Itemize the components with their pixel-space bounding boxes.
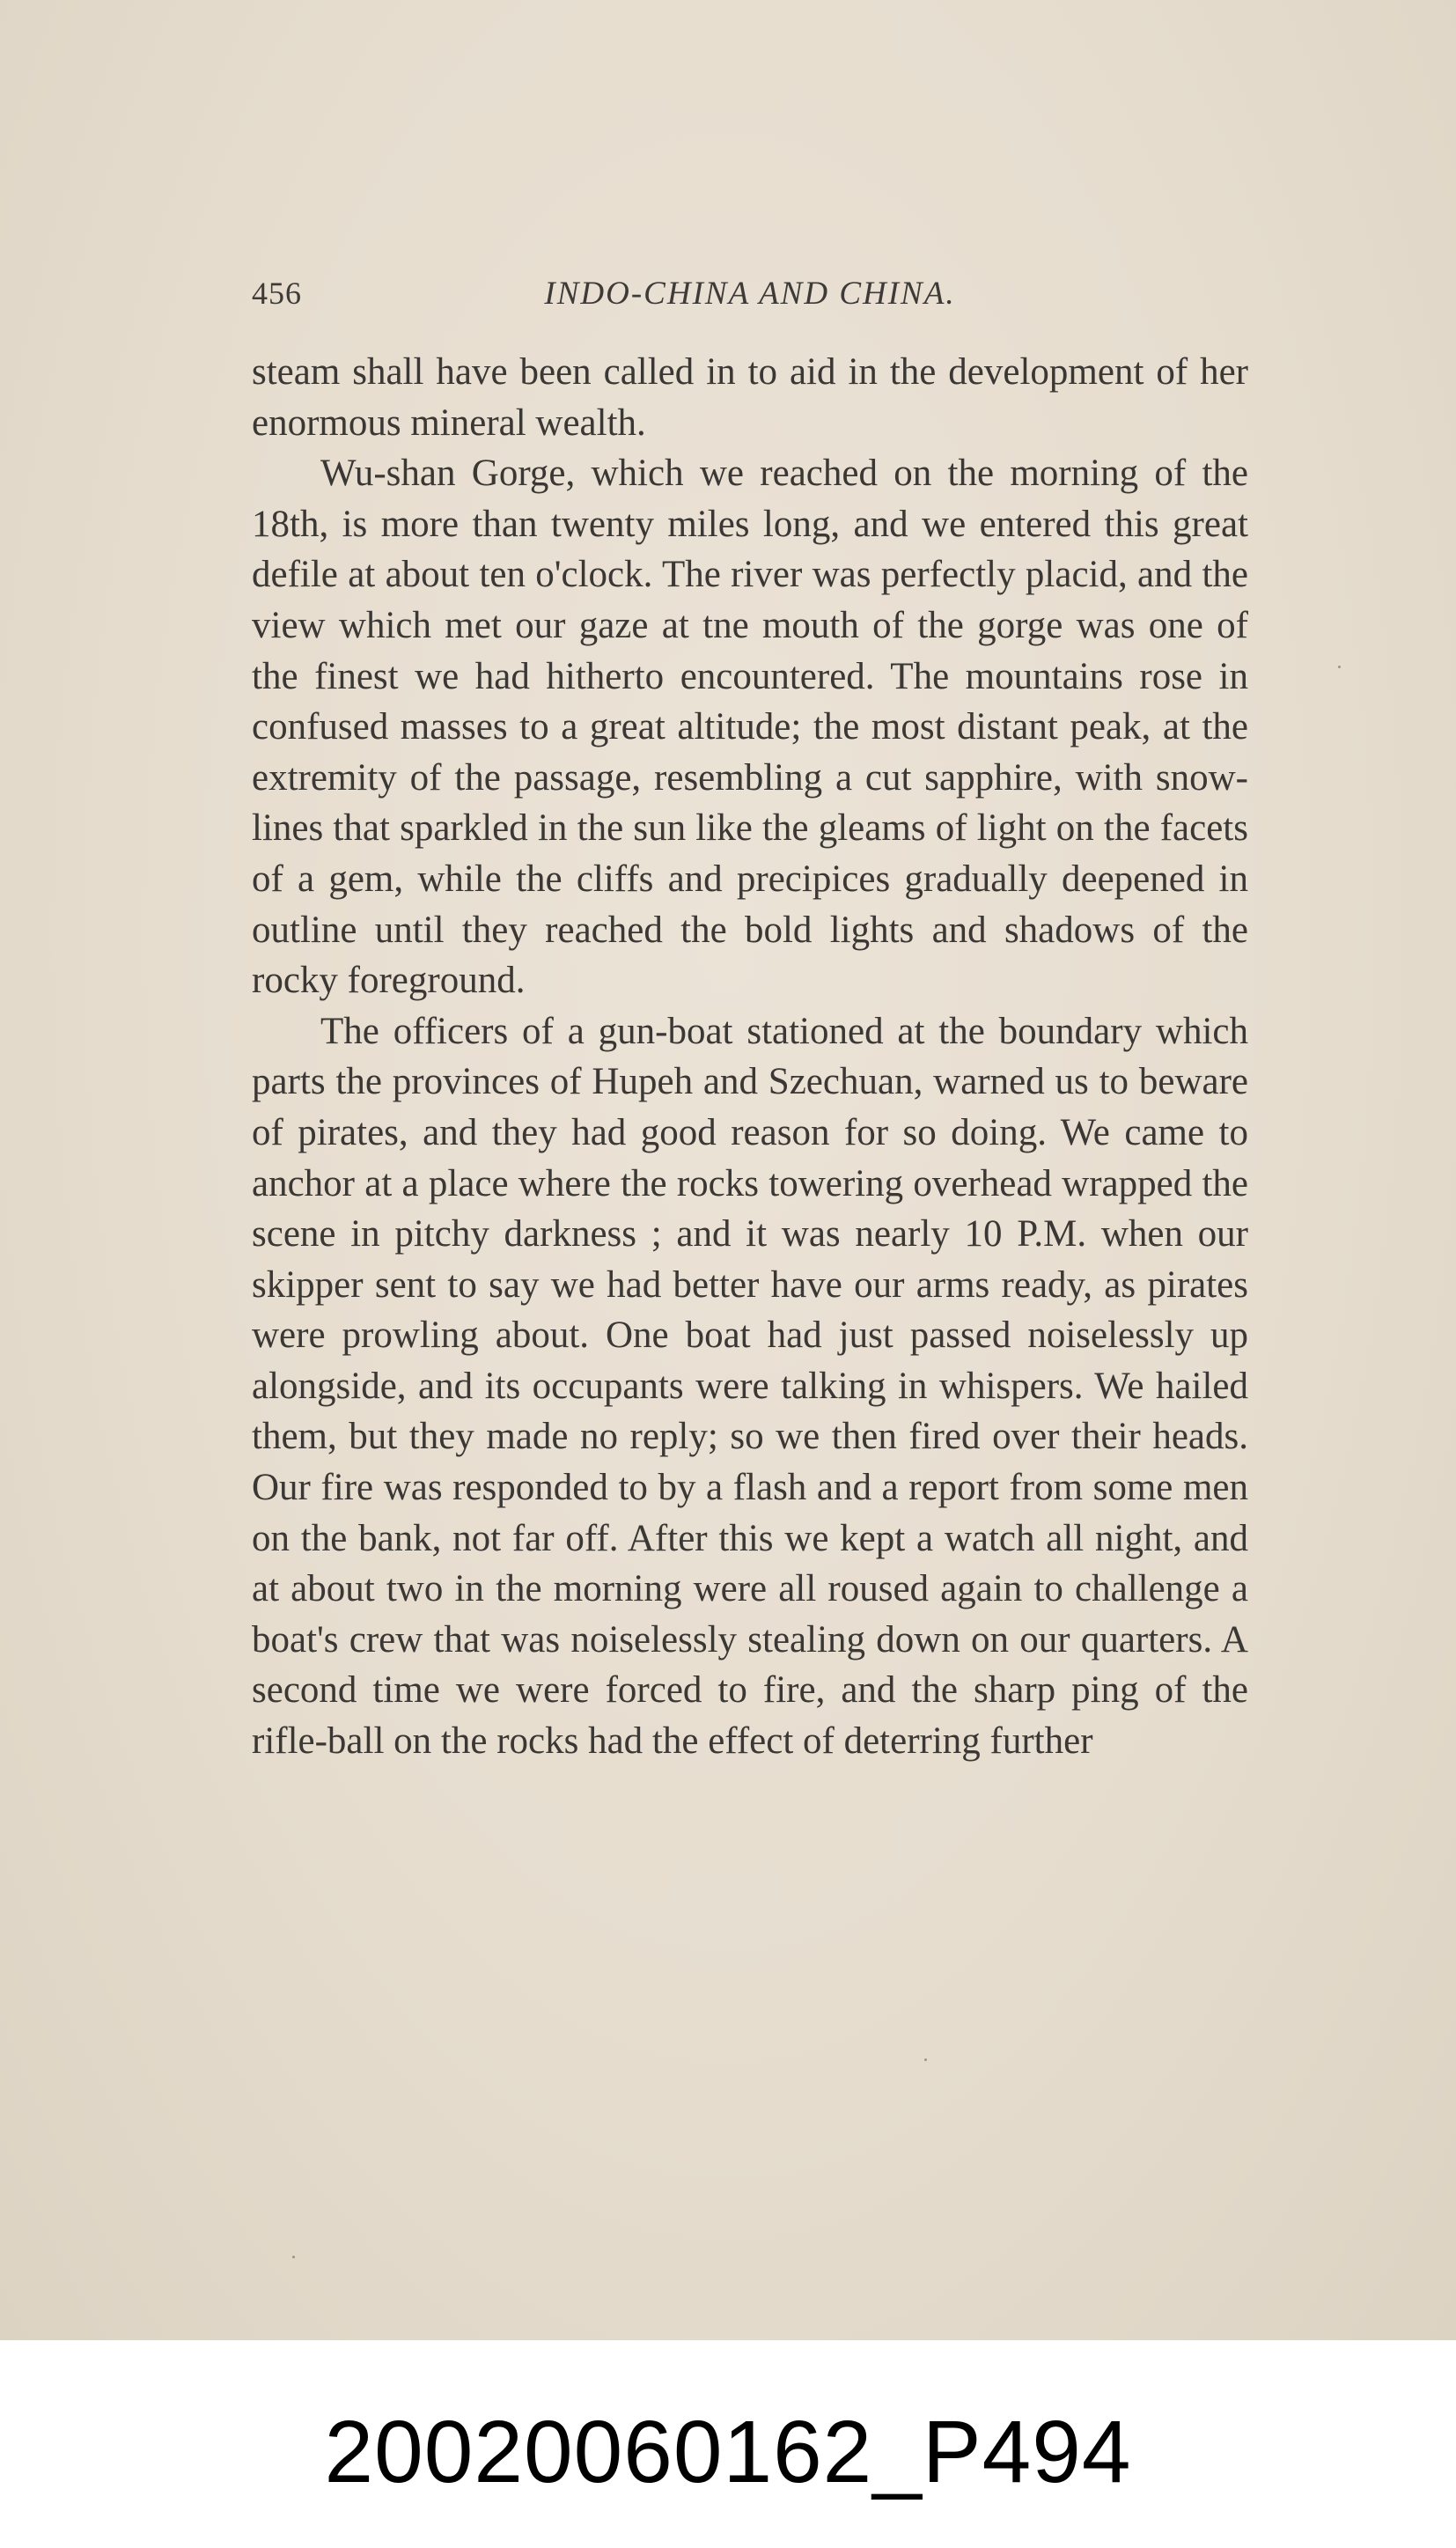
paper-speck [1338, 666, 1341, 668]
archive-label-strip [0, 2340, 1456, 2548]
page-number: 456 [252, 276, 302, 311]
paper-speck [292, 2256, 295, 2258]
paragraph: steam shall have been called in to aid in the development of her enormous mineral wealth. [252, 351, 1248, 444]
page-header [252, 269, 1248, 319]
paper-speck [924, 2058, 927, 2061]
paragraph: The officers of a gun-boat stationed at the boundary which parts the provinces of Hupeh and Szechuan, warned us to beware of pirates, and they had good reason for so doing. We came to anchor at a place where the rocks towering overhead wrapped the scene in pitchy darkness ; and it was nearly 10 P.M. when our skipper sent to say we had better have our arms ready, as pirates were prowling about. One boat had just passed noiselessly up alongside, and its occupants were talking in whispers. We hailed them, but they made no reply; so we then fired over their heads. Our fire was responded to by a flash and a report from some men on the bank, not far off. After this we kept a watch all night, and at about two in the morning were all roused again to challenge a boat's crew that was noiselessly stealing down on our quarters. A second time we were forced to fire, and the sharp ping of the rifle-ball on the rocks had the effect of deterring further [252, 1010, 1248, 1763]
running-head: INDO-CHINA AND CHINA. [544, 276, 956, 312]
paragraph: Wu-shan Gorge, which we reached on the morning of the 18th, is more than twenty miles long, and we entered this great defile at about ten o'clock. The river was perfectly placid, and the view which met our gaze at tne mouth of the gorge was one of the finest we had hitherto encountered. The mountains rose in confused masses to a great altitude; the most distant peak, at the extremity of the passage, resembling a cut sapphire, with snow-lines that sparkled in the sun like the gleams of light on the facets of a gem, while the cliffs and precipices gradually deepened in outline until they reached the bold lights and shadows of the rocky foreground. [252, 453, 1248, 1002]
archive-id: 20020060162_P494 [324, 2403, 1132, 2501]
body-text [252, 347, 1248, 1767]
